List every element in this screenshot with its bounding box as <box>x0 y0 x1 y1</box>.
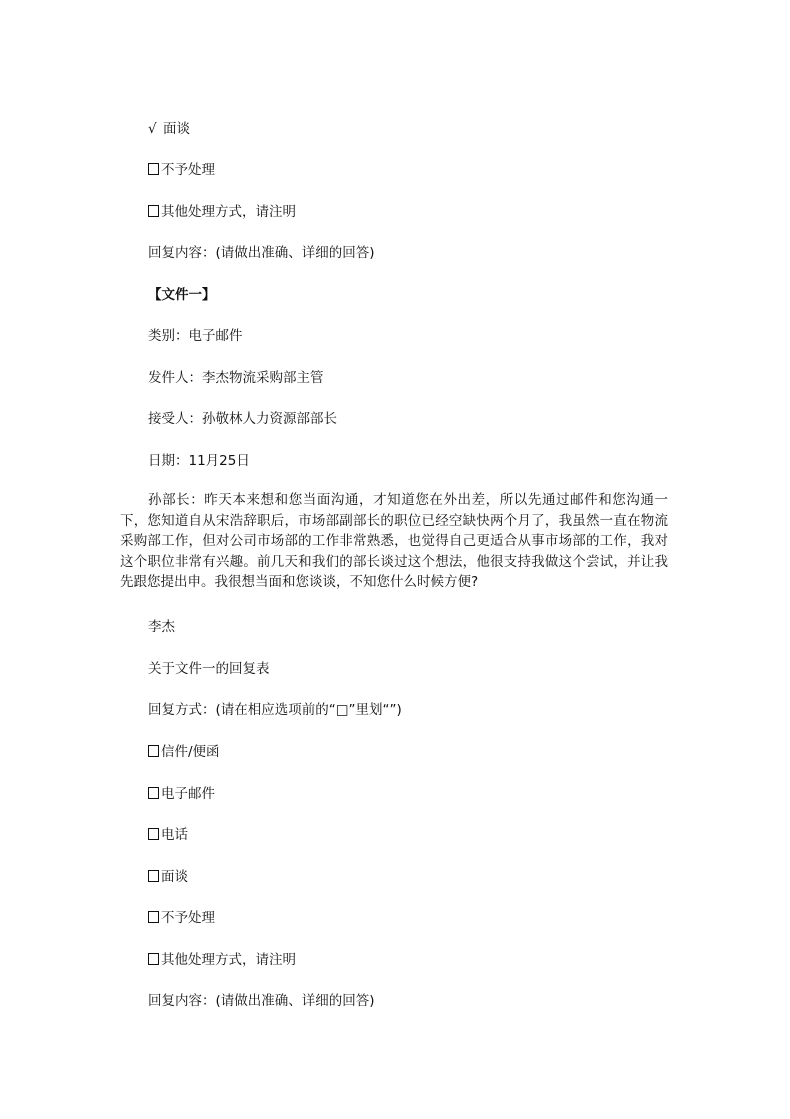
reply-method-label: 回复方式：(请在相应选项前的“□”里划“”) <box>148 702 402 718</box>
option-email <box>148 785 215 803</box>
checkbox-icon <box>148 953 159 965</box>
option-label: 其他处理方式，请注明 <box>161 204 296 220</box>
checkbox-icon <box>148 745 159 757</box>
file-sender: 发件人：李杰物流采购部主管 <box>148 370 324 386</box>
checkbox-icon <box>148 911 159 923</box>
option-other <box>148 203 296 221</box>
file-body: 孙部长：昨天本来想和您当面沟通，才知道您在外出差，所以先通过邮件和您沟通一下，您知道自从宋浩辞职后，市场部副部长的职位已经空缺快两个月了，我虽然一直在物流采购部工作，但对公司市场部的工作非常熟悉，也觉得自己更适合从事市场部的工作，我对这个职位非常有兴趣。前几天和我们的部长谈过这个想法，他很支持我做这个尝试，并让我先跟您提出申。我很想当面和您谈谈，不知您什么时候方便? <box>120 492 668 590</box>
file-signature: 李杰 <box>148 619 175 635</box>
reply-content-label: 回复内容：(请做出准确、详细的回答) <box>148 993 375 1009</box>
file-receiver: 接受人：孙敬林人力资源部部长 <box>148 411 337 427</box>
reply-content-label: 回复内容：(请做出准确、详细的回答) <box>148 245 375 261</box>
option-no-action <box>148 161 215 179</box>
option-label: 面谈 <box>163 121 190 137</box>
file-heading: 【文件一】 <box>148 287 216 303</box>
file-category: 类别：电子邮件 <box>148 328 243 344</box>
checkmark-icon: √ <box>148 121 157 137</box>
option-label: 电子邮件 <box>161 786 215 802</box>
checkbox-icon <box>148 205 159 217</box>
checkbox-icon <box>148 787 159 799</box>
option-other <box>148 951 296 969</box>
option-interview-checked <box>148 120 190 138</box>
checkbox-icon <box>148 163 159 175</box>
reply-form-title: 关于文件一的回复表 <box>148 661 270 677</box>
checkbox-icon <box>148 870 159 882</box>
option-letter <box>148 743 220 761</box>
option-label: 不予处理 <box>161 162 215 178</box>
option-phone <box>148 826 188 844</box>
option-interview <box>148 868 188 886</box>
file-date: 日期：11月25日 <box>148 453 250 469</box>
option-label: 不予处理 <box>161 910 215 926</box>
option-label: 其他处理方式，请注明 <box>161 952 296 968</box>
option-no-action <box>148 909 215 927</box>
option-label: 信件/便函 <box>161 744 220 760</box>
checkbox-icon <box>148 828 159 840</box>
option-label: 面谈 <box>161 869 188 885</box>
option-label: 电话 <box>161 827 188 843</box>
